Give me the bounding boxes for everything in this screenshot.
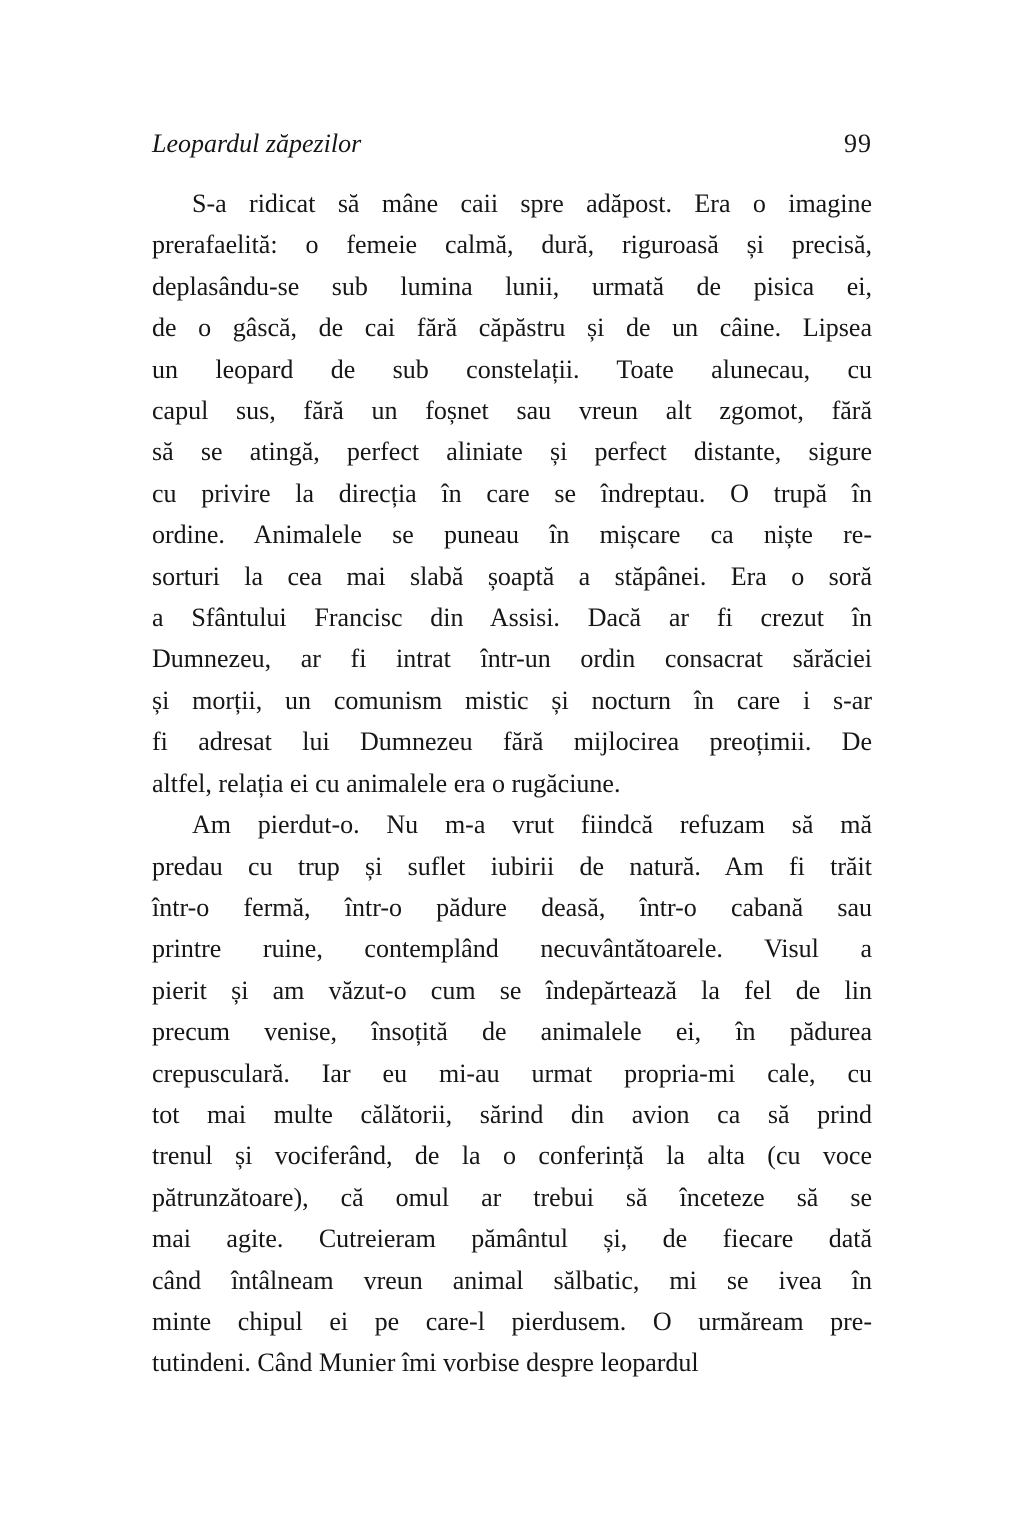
text-line: când întâlneam vreun animal sălbatic, mi se ivea în [152,1265,872,1295]
text-line: tot mai multe călătorii, sărind din avion ca să prind [152,1099,872,1129]
text-line: mai agite. Cutreieram pământul și, de fiecare dată [152,1224,872,1254]
running-title: Leopardul zăpezilor [152,129,362,158]
text-line: a Sfântului Francisc din Assisi. Dacă ar fi crezut în [152,603,872,633]
text-line: crepusculară. Iar eu mi-au urmat propria-mi cale, cu [152,1058,872,1088]
text-line: într-o fermă, într-o pădure deasă, într-o cabană sau [152,892,872,922]
text-line: precum venise, însoțită de animalele ei, în pădurea [152,1017,872,1047]
text-line: fi adresat lui Dumnezeu fără mijlocirea preoțimii. De [152,727,872,757]
text-line: deplasându-se sub lumina lunii, urmată de pisica ei, [152,271,872,301]
text-line: cu privire la direcția în care se îndreptau. O trupă în [152,478,872,508]
text-line: tutindeni. Când Munier îmi vorbise despre leopardul [152,1348,699,1378]
text-line: predau cu trup și suflet iubirii de natură. Am fi trăit [152,851,872,881]
text-line: printre ruine, contemplând necuvântătoarele. Visul a [152,934,872,964]
text-line: pătrunzătoare), că omul ar trebui să înceteze să se [152,1182,872,1212]
text-line: Am pierdut-o. Nu m-a vrut fiindcă refuzam să mă [192,810,872,840]
text-line: și morții, un comunism mistic și nocturn în care i s-ar [152,685,872,715]
page-body [152,183,872,1384]
text-line: prerafaelită: o femeie calmă, dură, riguroasă și precisă, [152,230,872,260]
text-line: Dumnezeu, ar fi intrat într-un ordin consacrat sărăciei [152,644,872,674]
text-line: pierit și am văzut-o cum se îndepărtează la fel de lin [152,975,872,1005]
page-header [152,128,872,160]
text-line: altfel, relația ei cu animalele era o rugăciune. [152,768,621,798]
text-line: minte chipul ei pe care-l pierdusem. O urmăream pre- [152,1306,872,1336]
text-line: capul sus, fără un foșnet sau vreun alt zgomot, fără [152,396,872,426]
text-line: ordine. Animalele se puneau în mișcare ca niște re- [152,520,872,550]
text-line: de o gâscă, de cai fără căpăstru și de un câine. Lipsea [152,313,872,343]
text-line: un leopard de sub constelații. Toate alunecau, cu [152,354,872,384]
text-line: să se atingă, perfect aliniate și perfect distante, sigure [152,437,872,467]
paragraph-1 [152,183,872,804]
text-line: S-a ridicat să mâne caii spre adăpost. Era o imagine [192,189,872,218]
text-line: sorturi la cea mai slabă șoaptă a stăpânei. Era o soră [152,561,872,591]
page-number: 99 [844,129,872,158]
text-line: trenul și vociferând, de la o conferință la alta (cu voce [152,1141,872,1171]
paragraph-2 [152,804,872,1384]
